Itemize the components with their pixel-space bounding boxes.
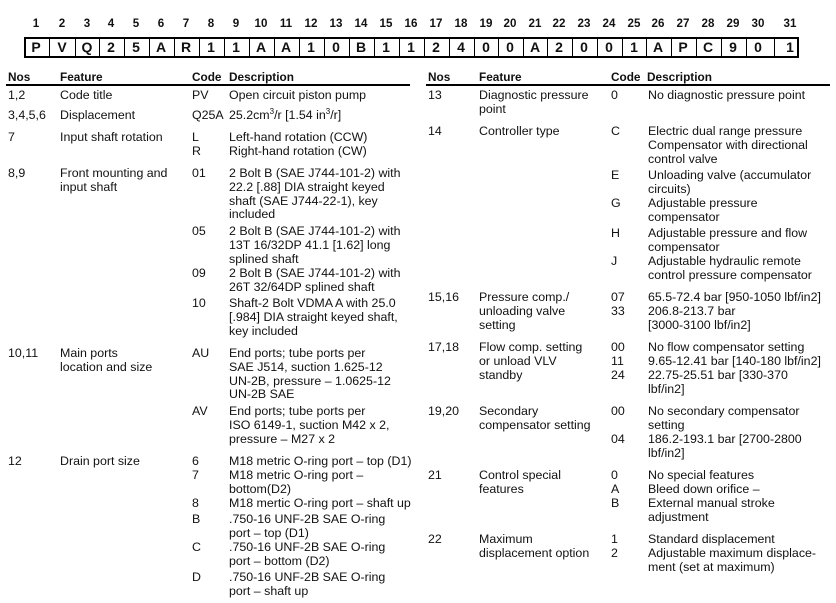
left-option-description: End ports; tube ports per	[229, 404, 366, 418]
left-row-feature: Input shaft rotation	[60, 130, 163, 144]
right-row-feature: Controller type	[479, 124, 560, 138]
model-code-cell: A	[155, 39, 167, 55]
left-option-code: 6	[192, 454, 199, 468]
model-code-cell: 4	[457, 39, 465, 55]
right-option-description: No secondary compensator	[648, 404, 800, 418]
left-row-feature: Main ports	[60, 346, 118, 360]
left-row-feature: input shaft	[60, 179, 118, 194]
right-option-description: ment (set at maximum)	[648, 559, 775, 574]
right-option-description: setting	[648, 417, 685, 432]
right-option-description: compensator	[648, 209, 720, 224]
left-option-code: AU	[192, 346, 210, 360]
left-option-description: SAE J514, suction 1.625-12	[229, 359, 383, 374]
right-row-feature: compensator setting	[479, 417, 591, 432]
right-row-feature: setting	[479, 317, 516, 332]
position-number: 22	[552, 17, 566, 30]
left-option-description: .750-16 UNF-2B SAE O-ring	[229, 512, 386, 526]
left-row-nos: 1,2	[8, 88, 26, 102]
left-option-description: M18 mertic O-ring port – shaft up	[229, 496, 411, 510]
left-row-feature: Front mounting and	[60, 166, 168, 180]
position-number: 13	[329, 17, 343, 30]
left-row-feature: Drain port size	[60, 454, 140, 468]
left-option-code: 05	[192, 224, 206, 238]
right-option-code: 24	[611, 368, 625, 382]
left-option-code: 09	[192, 266, 206, 280]
model-code-cell: V	[57, 39, 67, 55]
right-option-description: 65.5-72.4 bar [950-1050 lbf/in2]	[648, 290, 821, 304]
left-option-description: included	[229, 207, 276, 222]
right-option-description: 9.65-12.41 bar [140-180 lbf/in2]	[648, 354, 821, 368]
left-option-description: port – top (D1)	[229, 525, 309, 540]
right-option-code: 00	[611, 404, 625, 418]
right-option-code: 00	[611, 340, 625, 354]
right-option-code: 1	[611, 532, 618, 546]
right-option-description: External manual stroke	[648, 496, 775, 510]
left-option-description: splined shaft	[229, 251, 299, 266]
position-number: 11	[279, 17, 293, 30]
model-code-cell: A	[652, 39, 664, 55]
cell-divider	[49, 39, 50, 56]
right-option-code: 11	[611, 354, 624, 368]
position-number: 3	[83, 17, 91, 30]
right-option-description: 206.8-213.7 bar	[648, 304, 736, 318]
model-code-box	[24, 37, 799, 58]
left-option-code: PV	[192, 88, 209, 102]
model-code-cell: A	[255, 39, 267, 55]
right-row-nos: 15,16	[428, 290, 460, 304]
position-number: 6	[157, 17, 165, 30]
left-option-description: .750-16 UNF-2B SAE O-ring	[229, 540, 386, 554]
left-option-description: UN-2B, pressure – 1.0625-12	[229, 373, 391, 388]
left-option-code: 7	[192, 468, 199, 482]
model-code-cell: 1	[630, 39, 638, 55]
left-option-description: M18 metric O-ring port –	[229, 468, 364, 482]
position-number: 16	[404, 17, 418, 30]
right-row-nos: 19,20	[428, 404, 460, 418]
position-number: 30	[751, 17, 765, 30]
left-option-code: 10	[192, 296, 206, 310]
left-option-description: bottom(D2)	[229, 481, 291, 496]
model-code-cell: 1	[407, 39, 415, 55]
left-option-code: D	[192, 570, 201, 584]
model-code-cell: 2	[107, 39, 115, 55]
right-row-feature: Pressure comp./	[479, 290, 570, 304]
right-option-code: 0	[611, 88, 618, 102]
model-code-cell: 0	[332, 39, 340, 55]
left-option-description: pressure – M27 x 2	[229, 431, 336, 446]
position-number-row	[0, 17, 836, 31]
header-code-left: Code	[192, 70, 222, 84]
model-code-cell: 9	[729, 39, 737, 55]
model-code-cell: 2	[432, 39, 440, 55]
left-option-description: 13T 16/32DP 41.1 [1.62] long	[229, 237, 391, 252]
left-option-description: 2 Bolt B (SAE J744-101-2) with	[229, 266, 401, 280]
right-row-nos: 17,18	[428, 340, 460, 354]
model-code-cell: C	[702, 39, 714, 55]
right-option-description: Compensator with directional	[648, 137, 808, 152]
position-number: 1	[32, 17, 40, 30]
right-row-feature: standby	[479, 367, 523, 382]
right-row-feature: Secondary	[479, 404, 539, 418]
left-option-description: Open circuit piston pump	[229, 88, 367, 102]
model-code-cell: P	[31, 39, 41, 55]
header-feature-right: Feature	[479, 70, 522, 84]
model-code-cell: 1	[207, 39, 215, 55]
left-option-description: Left-hand rotation (CCW)	[229, 130, 368, 144]
left-row-feature: Displacement	[60, 108, 136, 122]
position-number: 7	[182, 17, 190, 30]
left-option-description: shaft (SAE J744-22-1), key	[229, 193, 378, 208]
right-option-description: [3000-3100 lbf/in2]	[648, 317, 751, 332]
right-row-feature: Flow comp. setting	[479, 340, 583, 354]
right-option-code: 2	[611, 546, 618, 560]
right-row-feature: Diagnostic pressure	[479, 88, 589, 102]
right-row-feature: unloading valve	[479, 303, 566, 318]
right-option-description: Bleed down orifice –	[648, 482, 760, 496]
right-row-nos: 21	[428, 468, 442, 482]
left-option-code: C	[192, 540, 201, 554]
left-row-nos: 8,9	[8, 166, 26, 180]
model-code-cell: R	[180, 39, 192, 55]
left-option-code: L	[192, 130, 199, 144]
right-option-description: Adjustable pressure and flow	[648, 226, 808, 240]
right-option-description: control valve	[648, 151, 718, 166]
model-code-cell: 0	[506, 39, 514, 55]
model-code-cell: 5	[132, 39, 140, 55]
model-code-cell: 1	[786, 39, 794, 55]
left-option-description: UN-2B SAE	[229, 387, 295, 402]
left-option-description: 22.2 [.88] DIA straight keyed	[229, 179, 385, 194]
right-option-code: J	[611, 254, 618, 268]
right-option-description: Electric dual range pressure	[648, 124, 803, 138]
left-option-description: M18 metric O-ring port – top (D1)	[229, 454, 412, 468]
position-number: 15	[379, 17, 393, 30]
right-row-feature: displacement option	[479, 545, 590, 560]
right-option-description: control pressure compensator	[648, 267, 812, 282]
position-number: 24	[602, 17, 616, 30]
right-row-nos: 14	[428, 124, 442, 138]
model-code-cell: 0	[605, 39, 613, 55]
left-option-code: Q25A	[192, 108, 224, 122]
right-option-description: No special features	[648, 468, 755, 482]
left-row-nos: 10,11	[8, 346, 39, 360]
right-option-code: 07	[611, 290, 625, 304]
position-number: 4	[107, 17, 115, 30]
right-option-code: 0	[611, 468, 618, 482]
position-number: 18	[454, 17, 468, 30]
cell-divider	[774, 39, 775, 56]
model-code-cell: 1	[382, 39, 390, 55]
left-option-description: [.984] DIA straight keyed shaft,	[229, 309, 398, 324]
right-row-feature: point	[479, 101, 506, 116]
left-option-description: Shaft-2 Bolt VDMA A with 25.0	[229, 296, 396, 310]
right-option-code: H	[611, 226, 620, 240]
left-row-nos: 7	[8, 130, 15, 144]
right-option-code: C	[611, 124, 620, 138]
position-number: 5	[132, 17, 140, 30]
model-code-cell: A	[280, 39, 292, 55]
right-row-feature: Maximum	[479, 532, 533, 546]
position-number: 14	[354, 17, 368, 30]
right-option-code: A	[611, 482, 620, 496]
left-option-description: ISO 6149-1, suction M42 x 2,	[229, 417, 390, 432]
left-option-description: End ports; tube ports per	[229, 346, 366, 360]
right-row-feature: Control special	[479, 468, 561, 482]
header-rule-left	[6, 84, 410, 86]
position-number: 26	[651, 17, 665, 30]
left-option-code: 8	[192, 496, 199, 510]
right-option-description: No diagnostic pressure point	[648, 88, 806, 102]
left-option-description: Right-hand rotation (CW)	[229, 144, 367, 158]
right-option-code: B	[611, 496, 620, 510]
right-option-description: Adjustable maximum displace-	[648, 546, 817, 560]
right-option-code: E	[611, 168, 620, 182]
model-code-cell: 1	[307, 39, 315, 55]
right-option-code: 33	[611, 304, 625, 318]
left-option-code: B	[192, 512, 201, 526]
position-number: 2	[58, 17, 66, 30]
model-code-cell: B	[355, 39, 367, 55]
position-number: 31	[783, 17, 797, 30]
position-number: 19	[479, 17, 493, 30]
position-number: 28	[701, 17, 715, 30]
right-option-description: Standard displacement	[648, 532, 775, 546]
header-description-left: Description	[229, 70, 294, 84]
left-option-description: $25.2cm^3/r$ [1.54 $in^3/r$]	[229, 106, 342, 122]
right-option-description: Adjustable pressure	[648, 196, 758, 210]
header-code-right: Code	[611, 70, 641, 84]
right-option-description: 186.2-193.1 bar [2700-2800	[648, 432, 802, 446]
right-row-nos: 22	[428, 532, 442, 546]
left-option-description: 26T 32/64DP splined shaft	[229, 279, 375, 294]
model-code-cell: 0	[482, 39, 490, 55]
left-option-description: key included	[229, 323, 298, 338]
header-feature-left: Feature	[60, 70, 103, 84]
right-option-description: No flow compensator setting	[648, 340, 805, 354]
right-option-code: 04	[611, 432, 625, 446]
position-number: 17	[429, 17, 443, 30]
left-option-code: 01	[192, 166, 206, 180]
model-code-cell: Q	[81, 39, 93, 55]
model-code-cell: 0	[580, 39, 588, 55]
model-code-cell: A	[529, 39, 541, 55]
left-row-nos: 12	[8, 454, 22, 468]
right-option-description: Adjustable hydraulic remote	[648, 254, 801, 268]
right-option-description: 22.75-25.51 bar [330-370	[648, 368, 788, 382]
position-number: 29	[726, 17, 740, 30]
right-option-description: compensator	[648, 239, 720, 254]
position-number: 25	[627, 17, 641, 30]
right-option-description: Unloading valve (accumulator	[648, 168, 812, 182]
position-number: 21	[528, 17, 542, 30]
right-option-description: circuits)	[648, 181, 691, 196]
position-number: 27	[676, 17, 690, 30]
right-option-code: G	[611, 196, 621, 210]
position-number: 8	[207, 17, 215, 30]
left-option-description: 2 Bolt B (SAE J744-101-2) with	[229, 166, 401, 180]
position-number: 20	[503, 17, 517, 30]
position-number: 9	[232, 17, 240, 30]
header-nos-left: Nos	[8, 70, 31, 84]
right-option-description: adjustment	[648, 509, 709, 524]
model-code-cell: 1	[232, 39, 240, 55]
right-row-feature: or unload VLV	[479, 353, 557, 368]
right-row-nos: 13	[428, 88, 442, 102]
left-option-code: R	[192, 144, 201, 158]
right-row-feature: features	[479, 481, 524, 496]
model-code-cell: P	[678, 39, 688, 55]
header-rule-right	[426, 84, 830, 86]
position-number: 12	[304, 17, 318, 30]
header-nos-right: Nos	[428, 70, 451, 84]
left-option-description: port – shaft up	[229, 583, 309, 598]
left-option-description: 2 Bolt B (SAE J744-101-2) with	[229, 224, 401, 238]
right-option-description: lbf/in2]	[648, 381, 685, 396]
model-code-cell: 2	[555, 39, 563, 55]
header-description-right: Description	[647, 70, 712, 84]
model-code-cell: 0	[754, 39, 762, 55]
left-option-code: AV	[192, 404, 208, 418]
right-option-description: lbf/in2]	[648, 445, 685, 460]
left-row-feature: Code title	[60, 88, 113, 102]
left-row-feature: location and size	[60, 359, 153, 374]
left-option-description: .750-16 UNF-2B SAE O-ring	[229, 570, 386, 584]
position-number: 10	[254, 17, 268, 30]
left-row-nos: 3,4,5,6	[8, 108, 46, 122]
position-number: 23	[577, 17, 591, 30]
left-option-description: port – bottom (D2)	[229, 553, 330, 568]
